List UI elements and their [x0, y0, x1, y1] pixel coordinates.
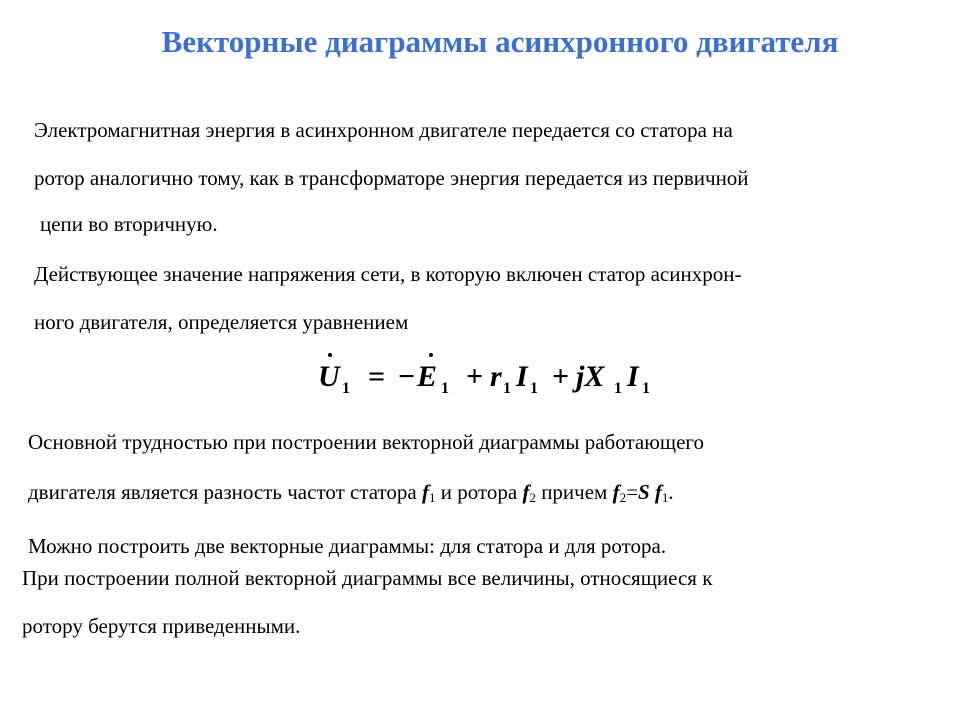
p3-f1: f [422, 480, 429, 504]
p3-text-a: двигателя является разность частот статора [28, 480, 422, 504]
eq-jx: jX [576, 360, 605, 393]
paragraph-3-line-1: Основной трудностью при построении векторной диаграммы работающего [28, 430, 704, 454]
paragraph-3-line-2 [28, 480, 674, 510]
p3-f2-b: f [612, 480, 620, 504]
paragraph-4: Можно построить две векторные диаграммы: для статора и для ротора. [28, 534, 667, 558]
eq-e-sub: 1 [441, 380, 449, 397]
p3-period: . [668, 480, 674, 504]
p3-equals: = [626, 480, 638, 504]
eq-u-dot [328, 353, 332, 357]
paragraph-2-line-1: Действующее значение напряжения сети, в которую включен статор асинхрон- [34, 262, 742, 286]
eq-i-1-sub: 1 [530, 380, 538, 397]
eq-i-2: I [627, 360, 639, 393]
p3-text-c: причем [535, 480, 613, 504]
p3-f2-b-sub: 2 [619, 490, 627, 505]
eq-plus-1: + [466, 360, 484, 393]
eq-r: r [490, 360, 502, 393]
p3-f2-sub: 2 [529, 490, 536, 505]
eq-x-sub: 1 [614, 380, 622, 397]
eq-plus-2: + [552, 360, 570, 393]
paragraph-5-line-1: При построении полной векторной диаграммы все величины, относящиеся к [22, 566, 713, 590]
p3-f1-b-sub: 1 [661, 490, 669, 505]
paragraph-2-line-2: ного двигателя, определяется уравнением [34, 310, 409, 334]
eq-i-2-sub: 1 [642, 380, 650, 397]
eq-r-sub: 1 [503, 380, 511, 397]
eq-e: E [417, 360, 438, 393]
paragraph-1-line-2: ротор аналогично тому, как в трансформаторе энергия передается из первичной [34, 166, 749, 190]
eq-equals: = [368, 360, 386, 393]
eq-minus: − [398, 360, 416, 393]
p3-text-b: и ротора [435, 480, 523, 504]
paragraph-1-line-3: цепи во вторичную. [40, 212, 218, 236]
eq-i-1: I [516, 360, 528, 393]
paragraph-1-line-1: Электромагнитная энергия в асинхронном двигателе передается со статора на [34, 118, 733, 142]
eq-u-sub: 1 [342, 380, 350, 397]
slide-title: Векторные диаграммы асинхронного двигателя [161, 24, 839, 59]
p3-s-f: S f [637, 480, 662, 504]
p3-f1-sub: 1 [429, 490, 436, 505]
eq-u: U [318, 360, 340, 393]
eq-e-dot [429, 353, 433, 357]
paragraph-5-line-2: ротору берутся приведенными. [22, 614, 301, 638]
p3-f2: f [522, 480, 530, 504]
